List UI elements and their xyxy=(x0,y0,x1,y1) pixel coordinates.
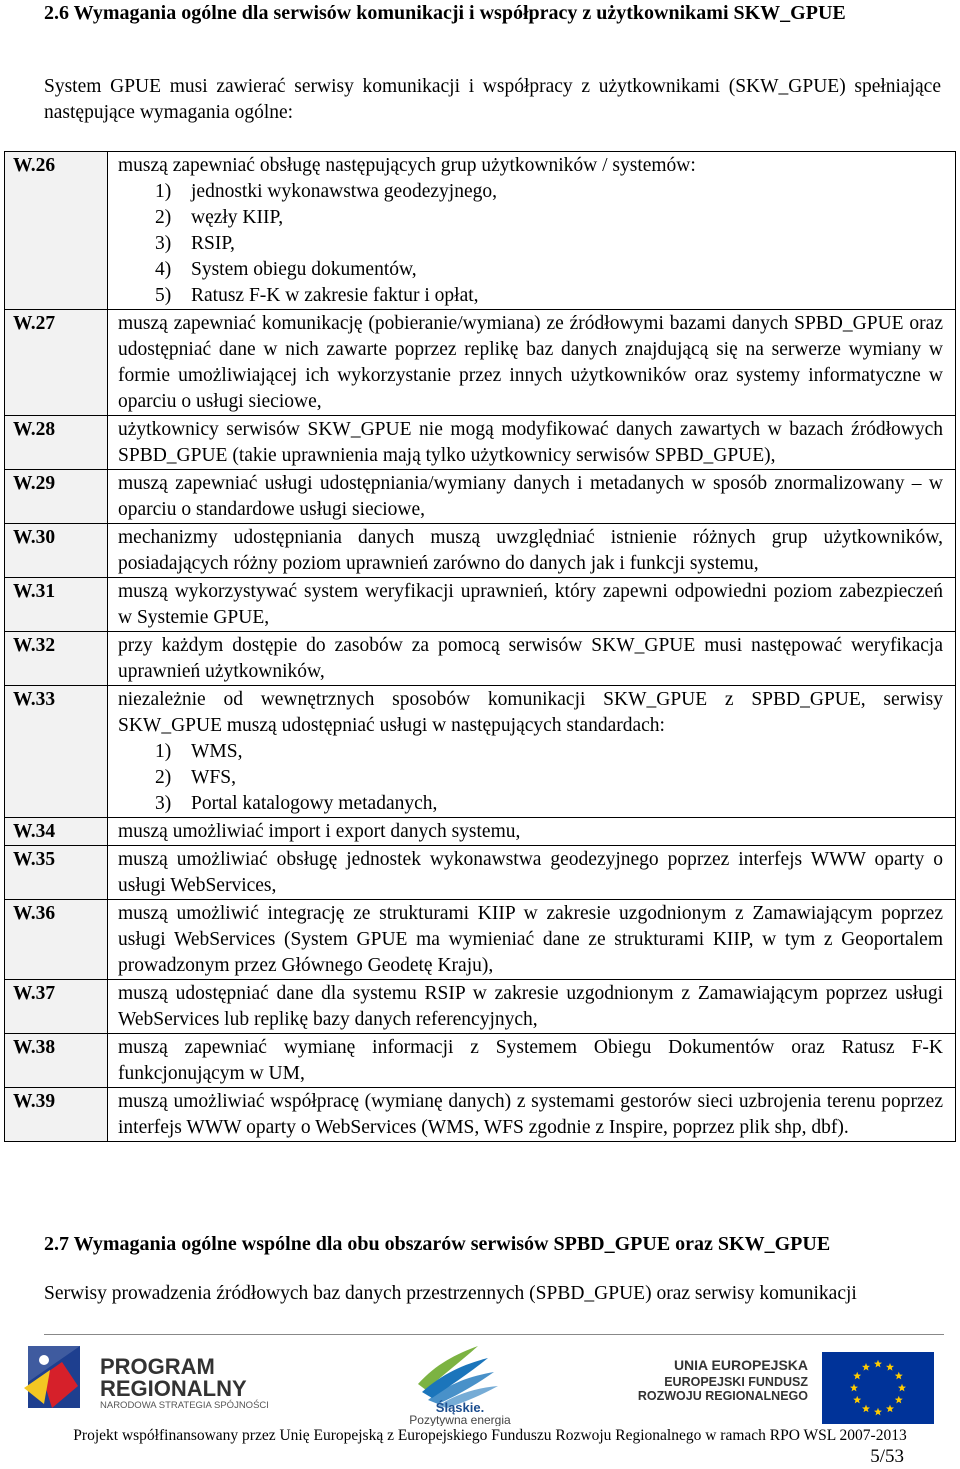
requirement-row xyxy=(5,152,956,310)
requirement-text: przy każdym dostępie do zasobów za pomocą serwisów SKW_GPUE musi następować weryfikacja uprawnień użytkowników, xyxy=(118,635,943,682)
section-2-7-paragraph: Serwisy prowadzenia źródłowych baz danych przestrzennych (SPBD_GPUE) oraz serwisy komunikacji xyxy=(44,1283,857,1304)
requirement-row xyxy=(5,416,956,470)
requirement-text: mechanizmy udostępniania danych muszą uwzględniać istnienie różnych grup użytkowników, posiadających różny poziom uprawnień zarówno do danych jak i funkcji systemu, xyxy=(118,527,943,574)
requirement-text: muszą umożliwić integrację ze strukturami KIIP w zakresie uzgodnionym z Zamawiającym poprzez usługi WebServices (System GPUE ma wymieniać dane ze strukturami KIIP, w tym z Geoportalem prowadzonym przez Głównego Geodetę Kraju), xyxy=(118,903,943,976)
requirement-subitem xyxy=(118,283,943,309)
requirement-code: W.36 xyxy=(5,900,108,980)
requirement-text: użytkownicy serwisów SKW_GPUE nie mogą modyfikować danych zawartych w bazach źródłowych SPBD_GPUE (takie uprawnienia mają tylko użytkownicy serwisów SPBD_GPUE), xyxy=(118,419,943,466)
requirement-text: niezależnie od wewnętrznych sposobów komunikacji SKW_GPUE z SPBD_GPUE, serwisy SKW_GPUE muszą udostępniać usługi w następujących standardach: xyxy=(118,689,943,736)
eu-text-line1: UNIA EUROPEJSKA xyxy=(673,1357,808,1373)
requirement-subitem xyxy=(118,739,943,765)
requirement-cell xyxy=(108,152,956,310)
program-regionalny-logo xyxy=(22,1342,322,1418)
requirement-subitem xyxy=(118,231,943,257)
subitem-text: System obiegu dokumentów, xyxy=(191,259,417,280)
subitem-number: 1) xyxy=(155,181,172,202)
requirement-cell xyxy=(108,1088,956,1142)
requirement-text: muszą udostępniać dane dla systemu RSIP w zakresie uzgodnionym z Zamawiającym poprzez usługi WebServices lub replikę bazy danych referencyjnych, xyxy=(118,983,943,1030)
requirement-cell xyxy=(108,310,956,416)
subitem-number: 4) xyxy=(155,259,172,280)
requirement-text: muszą umożliwiać współpracę (wymianę danych) z systemami gestorów sieci uzbrojenia terenu poprzez interfejs WWW oparty o WebServices (WMS, WFS zgodnie z Inspire, poprzez plik shp, dbf). xyxy=(118,1091,943,1138)
requirement-code: W.31 xyxy=(5,578,108,632)
requirement-code: W.37 xyxy=(5,980,108,1034)
requirement-cell xyxy=(108,846,956,900)
requirement-subitem xyxy=(118,205,943,231)
subitem-number: 5) xyxy=(155,285,172,306)
requirement-code: W.32 xyxy=(5,632,108,686)
requirement-cell xyxy=(108,470,956,524)
program-logo-line1: PROGRAM xyxy=(100,1354,215,1379)
section-heading-2-6: 2.6 Wymagania ogólne dla serwisów komunikacji i współpracy z użytkownikami SKW_GPUE xyxy=(44,2,846,24)
subitem-number: 1) xyxy=(155,741,172,762)
subitem-text: Ratusz F-K w zakresie faktur i opłat, xyxy=(191,285,479,306)
requirement-cell xyxy=(108,578,956,632)
requirement-row xyxy=(5,632,956,686)
subitem-text: WFS, xyxy=(191,767,236,788)
requirement-code: W.30 xyxy=(5,524,108,578)
requirement-cell xyxy=(108,632,956,686)
slaskie-logo xyxy=(380,1340,540,1426)
requirement-cell xyxy=(108,900,956,980)
requirement-row xyxy=(5,1034,956,1088)
requirement-row xyxy=(5,980,956,1034)
requirement-code: W.33 xyxy=(5,686,108,818)
eu-text-line3: ROZWOJU REGIONALNEGO xyxy=(637,1389,808,1403)
requirement-row xyxy=(5,524,956,578)
requirement-text: muszą zapewniać wymianę informacji z Systemem Obiegu Dokumentów oraz Ratusz F-K funkcjonującym w UM, xyxy=(118,1037,943,1084)
requirement-code: W.38 xyxy=(5,1034,108,1088)
subitem-text: WMS, xyxy=(191,741,243,762)
requirements-table xyxy=(4,151,956,1142)
program-logo-line3: NARODOWA STRATEGIA SPÓJNOŚCI xyxy=(100,1400,269,1411)
footer-logos xyxy=(0,1340,960,1428)
requirement-cell xyxy=(108,416,956,470)
requirement-code: W.39 xyxy=(5,1088,108,1142)
subitem-number: 2) xyxy=(155,767,172,788)
requirement-cell xyxy=(108,818,956,846)
requirement-row xyxy=(5,310,956,416)
requirement-cell xyxy=(108,524,956,578)
requirement-subitem xyxy=(118,791,943,817)
subitem-text: RSIP, xyxy=(191,233,235,254)
requirement-code: W.34 xyxy=(5,818,108,846)
requirement-code: W.29 xyxy=(5,470,108,524)
requirement-cell xyxy=(108,1034,956,1088)
page-number: 5/53 xyxy=(870,1446,904,1467)
footer-divider xyxy=(44,1334,944,1335)
requirement-cell xyxy=(108,980,956,1034)
requirement-text: muszą umożliwiać obsługę jednostek wykonawstwa geodezyjnego poprzez interfejs WWW oparty o usługi WebServices, xyxy=(118,849,943,896)
footer-note: Projekt współfinansowany przez Unię Europejską z Europejskiego Funduszu Rozwoju Regionalnego w ramach RPO WSL 2007-2013 xyxy=(73,1427,907,1444)
requirement-row xyxy=(5,818,956,846)
subitem-text: węzły KIIP, xyxy=(191,207,284,228)
requirement-subitem xyxy=(118,257,943,283)
subitem-text: Portal katalogowy metadanych, xyxy=(191,793,438,814)
requirement-text: muszą zapewniać obsługę następujących grup użytkowników / systemów: xyxy=(118,155,696,176)
requirement-row xyxy=(5,846,956,900)
requirement-row xyxy=(5,900,956,980)
section-heading-2-7: 2.7 Wymagania ogólne wspólne dla obu obszarów serwisów SPBD_GPUE oraz SKW_GPUE xyxy=(44,1233,831,1255)
requirement-code: W.27 xyxy=(5,310,108,416)
requirement-text: muszą umożliwiać import i export danych systemu, xyxy=(118,821,521,842)
requirement-code: W.26 xyxy=(5,152,108,310)
requirement-subitem xyxy=(118,765,943,791)
requirement-row xyxy=(5,578,956,632)
requirement-code: W.35 xyxy=(5,846,108,900)
subitem-number: 3) xyxy=(155,233,172,254)
requirement-row xyxy=(5,1088,956,1142)
slaskie-logo-line2: Pozytywna energia xyxy=(409,1413,511,1426)
requirement-text: muszą wykorzystywać system weryfikacji uprawnień, który zapewni odpowiedni poziom zabezpieczeń w Systemie GPUE, xyxy=(118,581,943,628)
program-logo-line2: REGIONALNY xyxy=(100,1376,247,1401)
requirement-text: muszą zapewniać usługi udostępniania/wymiany danych i metadanych w sposób znormalizowany – w oparciu o standardowe usługi sieciowe, xyxy=(118,473,943,520)
slaskie-logo-line1: Śląskie. xyxy=(435,1400,485,1415)
requirement-row xyxy=(5,470,956,524)
eu-fund-text xyxy=(608,1354,818,1414)
subitem-number: 3) xyxy=(155,793,172,814)
subitem-number: 2) xyxy=(155,207,172,228)
requirement-text: muszą zapewniać komunikację (pobieranie/wymiana) ze źródłowymi bazami danych SPBD_GPUE oraz udostępniać dane w nich zawarte poprzez replikę baz danych znajdującą się na serwerze wymiany w formie umożliwiającej ich wykorzystanie przez innych użytkowników oraz systemy informatyczne w oparciu o usługi sieciowe, xyxy=(118,313,943,412)
intro-paragraph: System GPUE musi zawierać serwisy komunikacji i współpracy z użytkownikami (SKW_GPUE) spełniające następujące wymagania ogólne: xyxy=(44,76,941,123)
eu-flag-icon xyxy=(822,1352,934,1424)
requirement-code: W.28 xyxy=(5,416,108,470)
subitem-text: jednostki wykonawstwa geodezyjnego, xyxy=(191,181,497,202)
requirement-cell xyxy=(108,686,956,818)
requirement-subitem xyxy=(118,179,943,205)
eu-text-line2: EUROPEJSKI FUNDUSZ xyxy=(664,1375,808,1389)
requirement-row xyxy=(5,686,956,818)
